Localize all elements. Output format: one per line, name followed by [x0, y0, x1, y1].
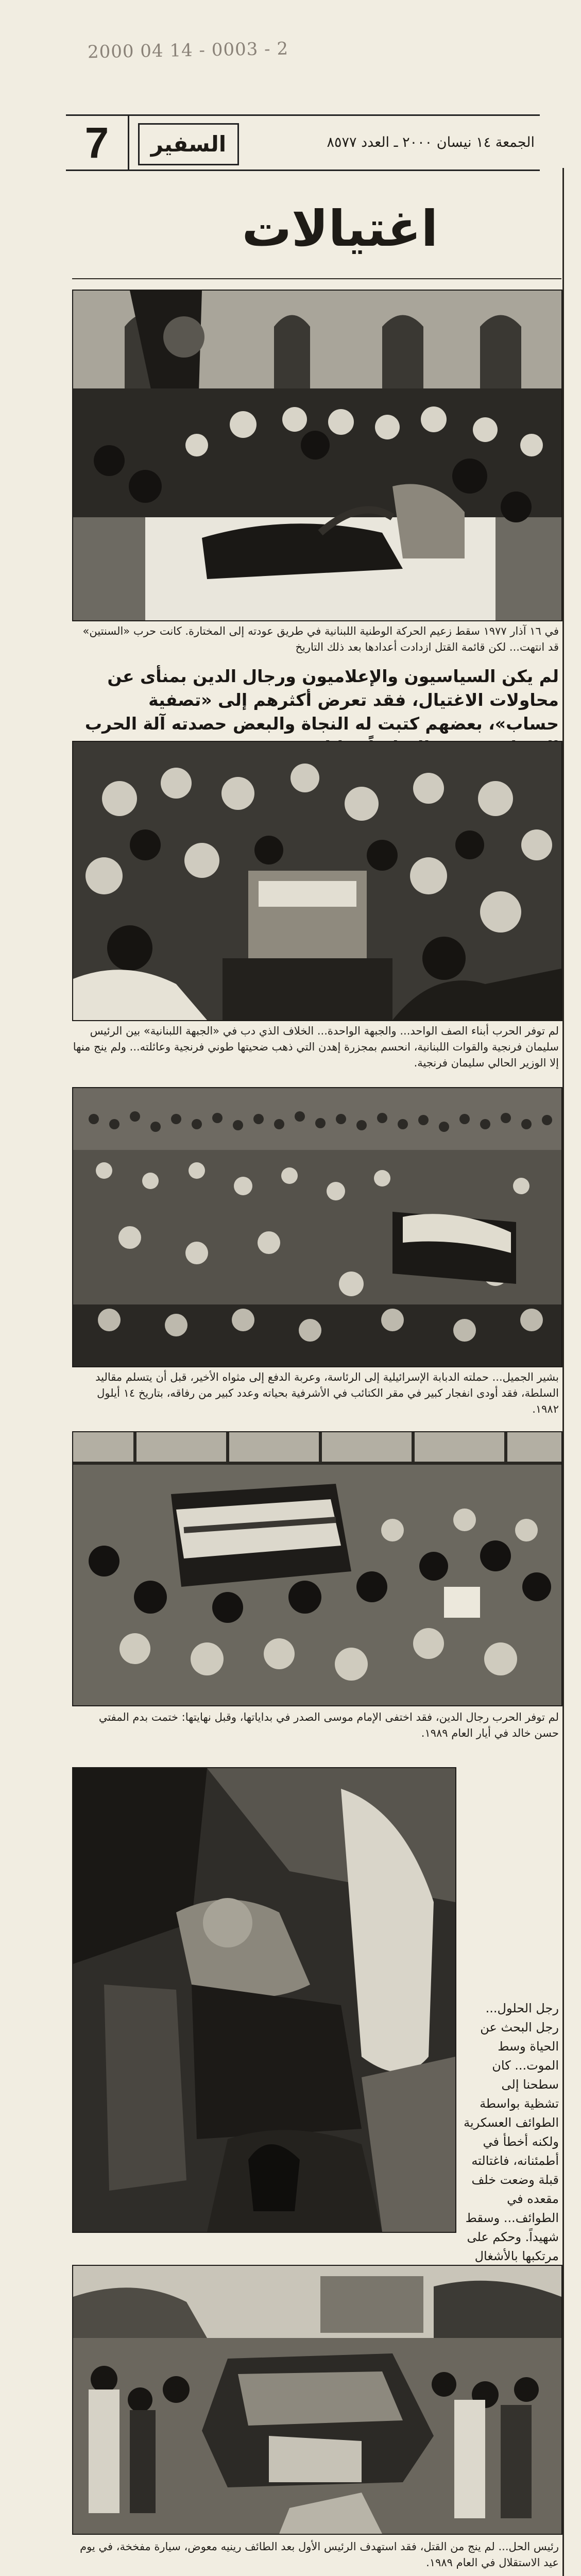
funeral-procession-crowd-photo	[72, 1087, 562, 1367]
side-column-text: رجل الحلول... رجل البحث عن الحياة وسط الموت... كان سطحنا إلى تشظية بواسطة الطوائف العسكرية ولكنه أخطأ في أطمئنانه، فاغتالته قبلة وضعت خلف مقعده في الطوائف... وسقط شهيداً. وحكم على مرتكبها بالأشغال	[464, 2001, 559, 2263]
photo-caption-4: لم توفر الحرب رجال الدين، فقد اختفى الإمام موسى الصدر في بداياتها، وقبل نهايتها: ختمت بدم المفتي حسن خالد في أيار العام ١٩٨٩.	[98, 1711, 559, 1739]
photo-caption-6: رئيس الحل... لم ينج من القتل، فقد استهدف الرئيس الأول بعد الطائف رينيه معوض، سيارة مفخخة، في يوم عيد الاستقلال في العام ١٩٨٩.	[80, 2540, 559, 2569]
coffin-carried-crowd-photo	[72, 1431, 562, 1706]
photo-caption-2: لم توفر الحرب أبناء الصف الواحد... والجبهة الواحدة... الخلاف الذي دب في «الجبهة اللبنانية» بين الرئيس سليمان فرنجية والقوات اللبنانية، انحسم بمجزرة إهدن التي ذهب ضحيتها طوني فرنجية وعائلته... ولم ينج منها إلا الوزير الحالي سليمان فرنجية.	[73, 1025, 559, 1069]
wreckage-victim-photo	[72, 1767, 456, 2233]
mourners-coffin-photo	[72, 741, 562, 1021]
title-rule	[72, 278, 561, 279]
column-divider	[562, 168, 564, 2576]
archive-handwritten-mark: 2000 04 14 - 0003 - 2	[87, 38, 289, 63]
photo-caption-3: بشير الجميل... حملته الدبابة الإسرائيلية إلى الرئاسة، وعربة الدفع إلى مثواه الأخير، قبل أن يتسلم مقاليد السلطة، فقد أودى انفجار كبير في مقر الكتائب في الأشرفية بحياته وعدد كبير من رفاقه، بتاريخ ١٤ أيلول ١٩٨٢.	[95, 1371, 559, 1415]
photo-caption-1: في ١٦ آذار ١٩٧٧ سقط زعيم الحركة الوطنية اللبنانية في طريق عودته إلى المختارة. كانت حرب «السنتين» قد انتهت... لكن قائمة القتل ازدادت أعدادها بعد ذلك التاريخ	[82, 625, 559, 653]
lead-paragraph: لم يكن السياسيون والإعلاميون ورجال الدين بمنأى عن محاولات الاغتيال، فقد تعرض أكثرهم إلى «تصفية حساب»، بعضهم كتبت له النجاة والبعض حصدته آلة الحرب	[84, 666, 559, 734]
car-bomb-wreckage-photo	[72, 2265, 562, 2535]
masthead	[66, 114, 540, 171]
page-number: 7	[66, 116, 129, 170]
date-issue-line: الجمعة ١٤ نيسان ٢٠٠٠ ـ العدد ٨٥٧٧	[327, 134, 535, 150]
section-title: اغتيالات	[242, 200, 438, 258]
newspaper-name: السفير	[138, 123, 239, 165]
funeral-kamal-jumblatt-photo	[72, 290, 562, 621]
